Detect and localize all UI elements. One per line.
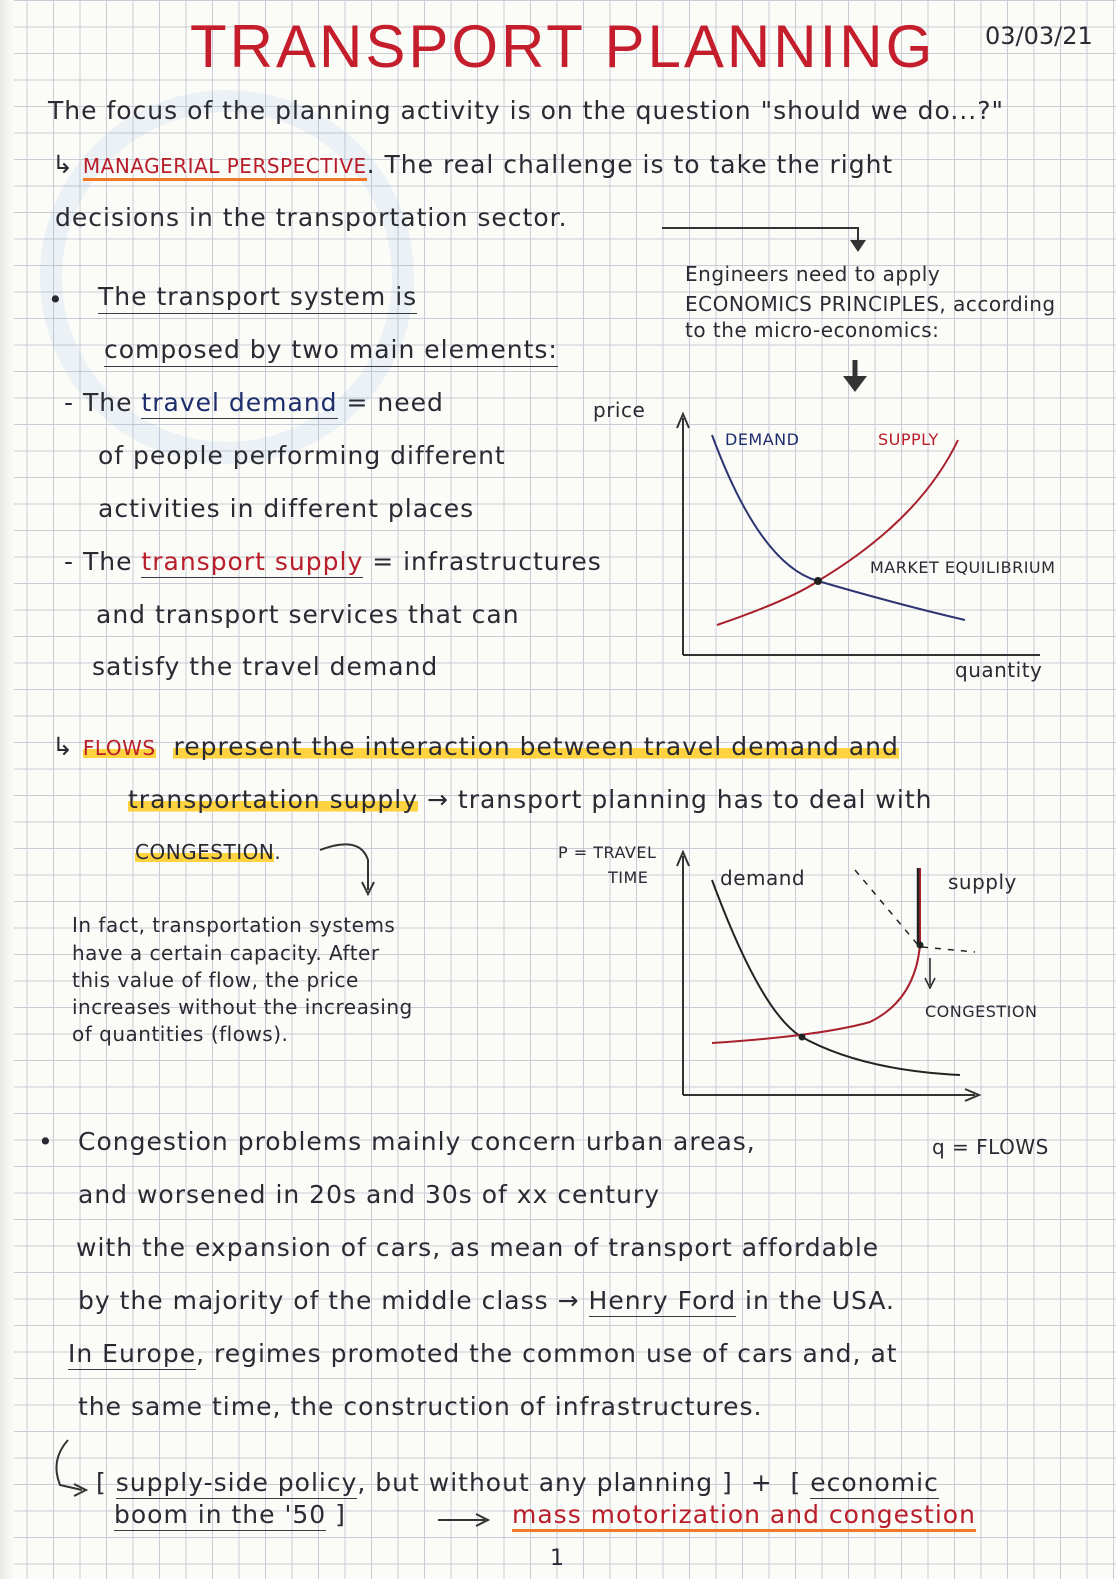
supply-def: = infrastructures (372, 547, 602, 576)
boom-in-the-50: boom in the '50 (114, 1500, 327, 1529)
transportation-supply-term: transportation supply (128, 785, 419, 814)
chart2-ylabel-2: TIME (608, 868, 649, 887)
capacity-line-4: increases without the increasing (72, 995, 413, 1019)
chart1-xlabel: quantity (955, 658, 1043, 682)
line-4-part-b: in the USA. (745, 1286, 895, 1315)
arrow-icon: → (426, 785, 449, 814)
bottom-line-1: [ supply-side policy, but without any planning ] + [ economic (96, 1468, 939, 1497)
line-5-rest: , regimes promoted the common use of cars and, at (196, 1339, 898, 1368)
chart1-supply-label: SUPPLY (878, 430, 939, 449)
supply-pre: The (82, 547, 133, 576)
arrow-icon: → (557, 1286, 580, 1315)
transport-supply-term: transport supply (141, 547, 364, 576)
intro-line-3: decisions in the transportation sector. (55, 203, 568, 232)
arrow-icon: ↳ (52, 150, 83, 179)
supply-side-policy: supply-side policy (115, 1468, 358, 1497)
capacity-line-1: In fact, transportation systems (72, 913, 396, 937)
system-line-2: composed by two main elements: (104, 335, 558, 367)
travel-demand-term: travel demand (141, 388, 338, 417)
supply-line-2: and transport services that can (96, 600, 520, 629)
chart2-demand-label: demand (720, 866, 806, 890)
chart1-ylabel: price (593, 398, 646, 422)
bottom-mass-motorization (512, 1500, 976, 1530)
mass-motorization: mass motorization and congestion (512, 1500, 976, 1532)
flows-line-2-rest: transport planning has to deal with (457, 785, 933, 814)
engineers-line-1: Engineers need to apply (685, 262, 941, 286)
chart2-xlabel: q = FLOWS (932, 1135, 1049, 1159)
chart1-equilibrium-label: MARKET EQUILIBRIUM (870, 558, 1056, 577)
congestion-para-line-3: with the expansion of cars, as mean of transport affordable (76, 1233, 880, 1262)
demand-def: = need (346, 388, 444, 417)
flows-line-1-rest: represent the interaction between travel demand and (173, 732, 899, 761)
demand-line-2: of people performing different (98, 441, 506, 470)
chart2-supply-label: supply (948, 870, 1017, 894)
intro-line-2-rest: . The real challenge is to take the right (366, 150, 894, 179)
plus-sign: + (750, 1468, 773, 1497)
date: 03/03/21 (985, 22, 1093, 50)
congestion-para-line-6: the same time, the construction of infrastructures. (78, 1392, 763, 1421)
economic: economic (810, 1468, 939, 1497)
engineers-line-2: ECONOMICS PRINCIPLES, according (685, 292, 1056, 316)
bullet-1: • (48, 285, 64, 314)
supply-line-1: - The transport supply = infrastructures (64, 547, 602, 576)
henry-ford: Henry Ford (588, 1286, 737, 1315)
managerial-perspective: MANAGERIAL PERSPECTIVE (83, 154, 367, 181)
chart2-ylabel-1: P = TRAVEL (558, 843, 657, 862)
flows-term: FLOWS (82, 736, 156, 760)
congestion-label: CONGESTION (135, 840, 275, 864)
in-europe: In Europe (68, 1339, 197, 1368)
capacity-line-2: have a certain capacity. After (72, 941, 380, 965)
congestion-term: CONGESTION. (135, 840, 282, 864)
demand-line-3: activities in different places (98, 494, 475, 523)
arrow-icon: ↳ (52, 732, 83, 761)
intro-line-1: The focus of the planning activity is on the question "should we do...?" (48, 96, 1004, 125)
demand-line-1: - The travel demand = need (64, 388, 444, 417)
bottom-mid: , but without any planning (357, 1468, 714, 1497)
capacity-line-3: this value of flow, the price (72, 968, 359, 992)
page-title: TRANSPORT PLANNING (190, 13, 936, 80)
system-line-1: The transport system is (98, 282, 417, 314)
bottom-line-2: boom in the '50 ] (114, 1500, 346, 1529)
bullet-2: • (38, 1127, 54, 1156)
congestion-para-line-2: and worsened in 20s and 30s of xx century (78, 1180, 661, 1209)
chart2-congestion-label: CONGESTION (925, 1002, 1038, 1021)
congestion-para-line-1: Congestion problems mainly concern urban areas, (78, 1127, 756, 1156)
page-number: 1 (550, 1546, 564, 1571)
engineers-line-3: to the micro-economics: (685, 318, 940, 342)
demand-pre: The (82, 388, 133, 417)
chart1-demand-label: DEMAND (725, 430, 800, 449)
line-4-part-a: by the majority of the middle class (78, 1286, 549, 1315)
capacity-line-5: of quantities (flows). (72, 1022, 289, 1046)
supply-line-3: satisfy the travel demand (92, 652, 439, 681)
